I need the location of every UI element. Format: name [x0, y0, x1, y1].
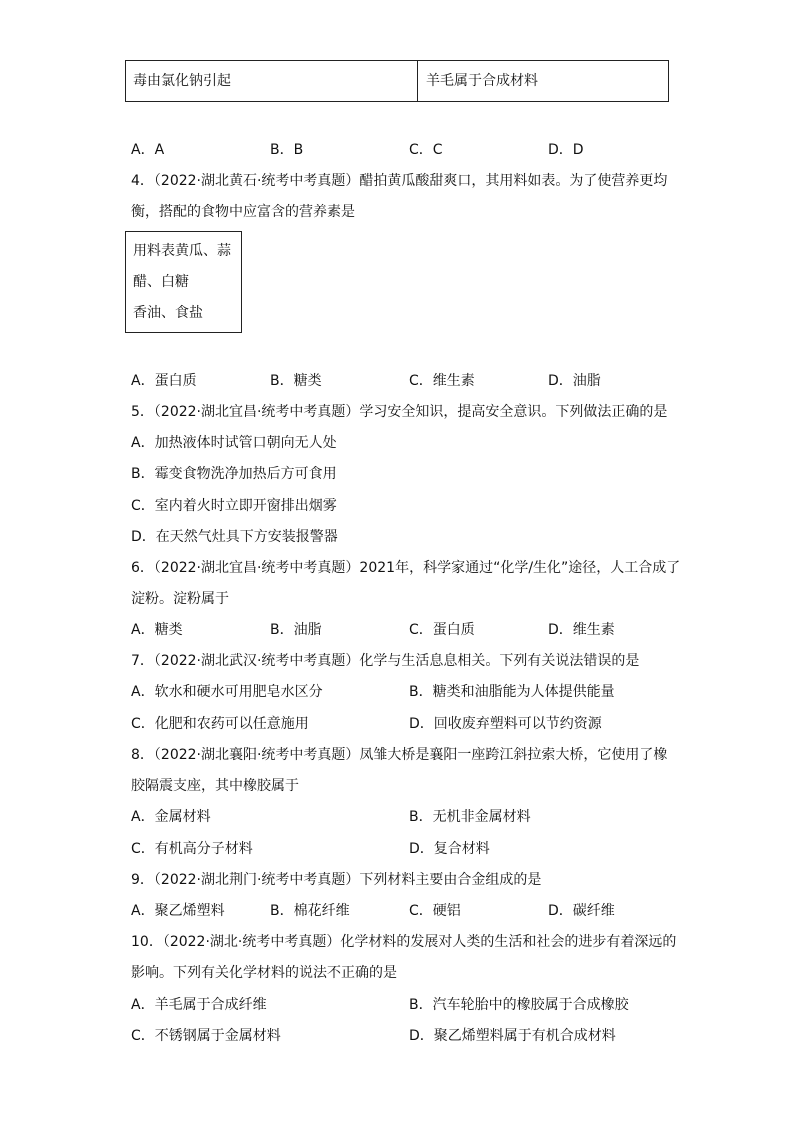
q9-option-c[interactable]: C．硬铝 [409, 903, 461, 919]
q6-option-b[interactable]: B．油脂 [270, 622, 322, 638]
q7-option-d[interactable]: D．回收废弃塑料可以节约资源 [409, 716, 602, 732]
q7-option-a[interactable]: A．软水和硬水可用肥皂水区分 [131, 684, 323, 700]
q6-option-c[interactable]: C．蛋白质 [409, 622, 475, 638]
q4-stem-line2: 衡，搭配的食物中应富含的营养素是 [131, 204, 355, 220]
q8-option-c[interactable]: C．有机高分子材料 [131, 841, 253, 857]
prev-table-cell-left: 毒由氯化钠引起 [126, 61, 418, 101]
q9-option-a[interactable]: A．聚乙烯塑料 [131, 903, 225, 919]
q5-option-a[interactable]: A．加热液体时试管口朝向无人处 [131, 435, 337, 451]
prev-question-table [125, 60, 669, 102]
q7-stem-line1: 7．（2022·湖北武汉·统考中考真题）化学与生活息息相关。下列有关说法错误的是 [131, 653, 640, 669]
q6-option-d[interactable]: D．维生素 [548, 622, 615, 638]
q10-option-c[interactable]: C．不锈钢属于金属材料 [131, 1028, 281, 1044]
q7-option-b[interactable]: B．糖类和油脂能为人体提供能量 [409, 684, 615, 700]
q3-option-a[interactable]: A．A [131, 142, 165, 158]
q4-option-d[interactable]: D．油脂 [548, 373, 601, 389]
q4-option-a[interactable]: A．蛋白质 [131, 373, 197, 389]
prev-table-cell-right: 羊毛属于合成材料 [426, 73, 538, 89]
q4-recipe-row3: 香油、食盐 [133, 305, 203, 321]
q6-option-a[interactable]: A．糖类 [131, 622, 183, 638]
q9-option-b[interactable]: B．棉花纤维 [270, 903, 350, 919]
q9-stem-line1: 9．（2022·湖北荆门·统考中考真题）下列材料主要由合金组成的是 [131, 872, 542, 888]
q4-recipe-row2: 醋、白糖 [133, 274, 189, 290]
q7-option-c[interactable]: C．化肥和农药可以任意施用 [131, 716, 309, 732]
q3-option-c[interactable]: C．C [409, 142, 443, 158]
q5-stem-line1: 5．（2022·湖北宜昌·统考中考真题）学习安全知识，提高安全意识。下列做法正确的是 [131, 404, 668, 420]
q10-option-a[interactable]: A．羊毛属于合成纤维 [131, 997, 267, 1013]
q8-option-b[interactable]: B．无机非金属材料 [409, 809, 531, 825]
q10-stem-line1: 10．（2022·湖北·统考中考真题）化学材料的发展对人类的生活和社会的进步有着深远的 [131, 934, 677, 950]
q6-stem-line2: 淀粉。淀粉属于 [131, 591, 229, 607]
q8-stem-line2: 胶隔震支座，其中橡胶属于 [131, 778, 299, 794]
q9-option-d[interactable]: D．碳纤维 [548, 903, 615, 919]
q8-option-a[interactable]: A．金属材料 [131, 809, 211, 825]
q8-option-d[interactable]: D．复合材料 [409, 841, 490, 857]
q5-option-c[interactable]: C．室内着火时立即开窗排出烟雾 [131, 498, 337, 514]
q6-stem-line1: 6．（2022·湖北宜昌·统考中考真题）2021年，科学家通过“化学/生化”途径，人工合成了 [131, 560, 681, 576]
q4-option-c[interactable]: C．维生素 [409, 373, 475, 389]
q4-recipe-table [125, 231, 242, 333]
q4-option-b[interactable]: B．糖类 [270, 373, 322, 389]
q10-option-d[interactable]: D．聚乙烯塑料属于有机合成材料 [409, 1028, 616, 1044]
q5-option-d[interactable]: D．在天然气灶具下方安装报警器 [131, 529, 338, 545]
q4-stem-line1: 4．（2022·湖北黄石·统考中考真题）醋拍黄瓜酸甜爽口，其用料如表。为了使营养更均 [131, 173, 668, 189]
q5-option-b[interactable]: B．霉变食物洗净加热后方可食用 [131, 466, 337, 482]
q10-option-b[interactable]: B．汽车轮胎中的橡胶属于合成橡胶 [409, 997, 629, 1013]
q3-option-b[interactable]: B．B [270, 142, 304, 158]
q4-recipe-row1: 用料表黄瓜、蒜 [133, 243, 231, 259]
q3-option-d[interactable]: D．D [548, 142, 584, 158]
q8-stem-line1: 8．（2022·湖北襄阳·统考中考真题）凤雏大桥是襄阳一座跨江斜拉索大桥，它使用了橡 [131, 747, 668, 763]
q10-stem-line2: 影响。下列有关化学材料的说法不正确的是 [131, 965, 397, 981]
